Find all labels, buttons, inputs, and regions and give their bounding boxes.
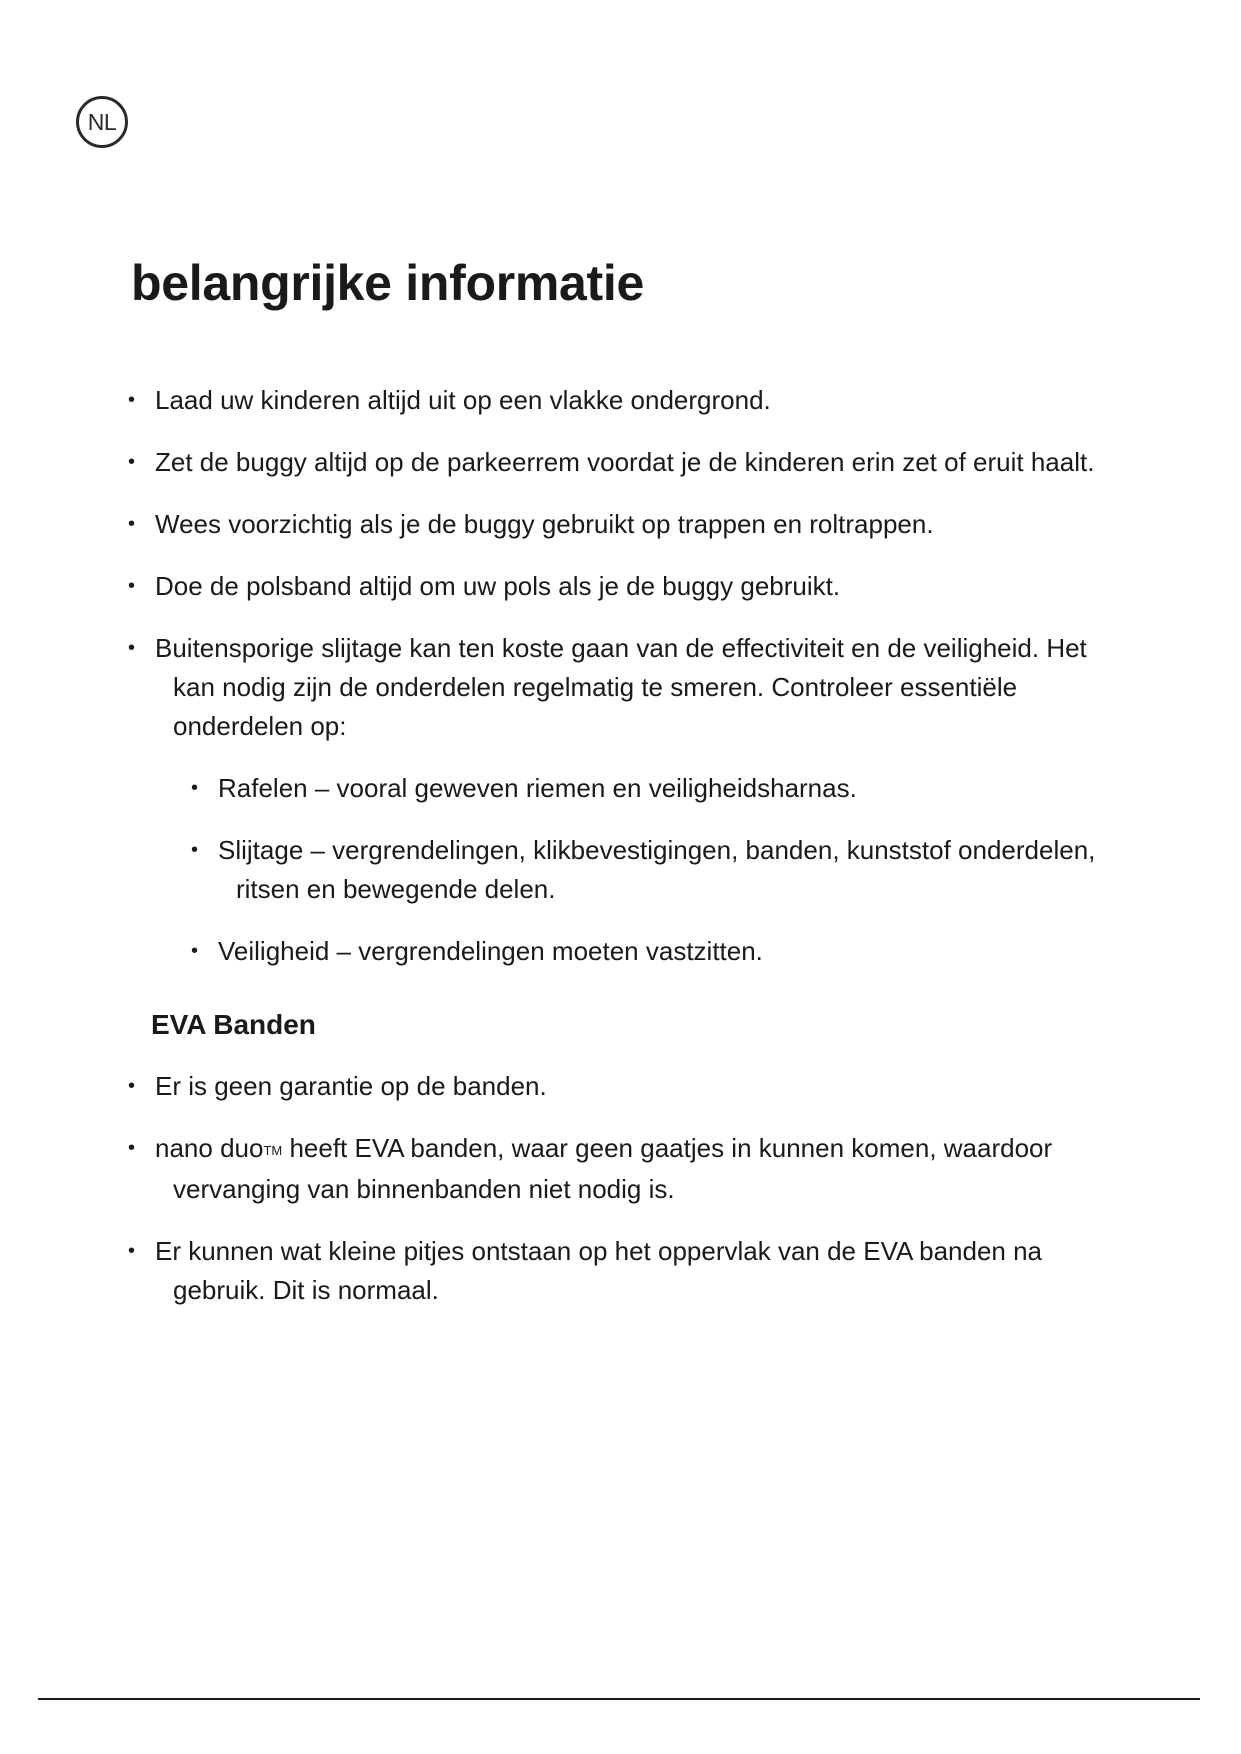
list-item-text: Wees voorzichtig als je de buggy gebruikt op trappen en roltrappen. bbox=[155, 509, 934, 539]
trademark-mark: TM bbox=[263, 1143, 283, 1158]
bullet-icon: • bbox=[128, 1075, 136, 1097]
eva-list bbox=[128, 1067, 1128, 1310]
list-item-text: Doe de polsband altijd om uw pols als je de buggy gebruikt. bbox=[155, 571, 841, 601]
list-item-text: Buitensporige slijtage kan ten koste gaan van de effectiviteit en de veiligheid. Het kan nodig zijn de onderdelen regelmatig te smeren. Controleer essentiële onderdelen op: bbox=[155, 633, 1087, 741]
page-title: belangrijke informatie bbox=[131, 255, 644, 311]
list-item bbox=[128, 1067, 1128, 1106]
list-item-text: Laad uw kinderen altijd uit op een vlakke ondergrond. bbox=[155, 385, 771, 415]
list-item-text bbox=[155, 1129, 1128, 1209]
list-item-text: Zet de buggy altijd op de parkeerrem voordat je de kinderen erin zet of eruit haalt. bbox=[155, 447, 1095, 477]
bullet-icon: • bbox=[128, 513, 136, 535]
list-item-text-rest: heeft EVA banden, waar geen gaatjes in kunnen komen, waardoor vervanging van binnenbanden niet nodig is. bbox=[173, 1133, 1053, 1204]
list-item-text: Er is geen garantie op de banden. bbox=[155, 1071, 547, 1101]
content bbox=[128, 381, 1128, 1333]
bullet-icon: • bbox=[128, 451, 136, 473]
inspection-sub-list bbox=[191, 769, 1128, 971]
section-heading-eva: EVA Banden bbox=[151, 1009, 316, 1040]
language-code: NL bbox=[87, 108, 117, 135]
list-item bbox=[128, 1129, 1128, 1209]
language-badge bbox=[76, 96, 128, 148]
list-item bbox=[128, 505, 1128, 544]
product-name: nano duo bbox=[155, 1133, 264, 1163]
bullet-icon: • bbox=[128, 1240, 136, 1262]
bullet-icon: • bbox=[128, 637, 136, 659]
important-info-list bbox=[128, 381, 1128, 971]
list-item bbox=[128, 567, 1128, 606]
bullet-icon: • bbox=[191, 777, 199, 799]
list-item bbox=[128, 1232, 1128, 1310]
sub-list-item-text: Rafelen – vooral geweven riemen en veiligheidsharnas. bbox=[218, 773, 857, 803]
sub-list-item bbox=[191, 831, 1128, 909]
sub-list-item bbox=[191, 932, 1128, 971]
footer-divider bbox=[38, 1698, 1200, 1700]
list-item bbox=[128, 381, 1128, 420]
sub-list-item-text: Slijtage – vergrendelingen, klikbevestigingen, banden, kunststof onderdelen, ritsen en bewegende delen. bbox=[218, 835, 1096, 904]
bullet-icon: • bbox=[128, 1137, 136, 1159]
list-item-text: Er kunnen wat kleine pitjes ontstaan op het oppervlak van de EVA banden na gebruik. Dit is normaal. bbox=[155, 1236, 1043, 1305]
bullet-icon: • bbox=[191, 940, 199, 962]
bullet-icon: • bbox=[128, 389, 136, 411]
bullet-icon: • bbox=[128, 575, 136, 597]
sub-list-item-text: Veiligheid – vergrendelingen moeten vastzitten. bbox=[218, 936, 763, 966]
list-item-wear bbox=[128, 629, 1128, 971]
list-item bbox=[128, 443, 1128, 482]
bullet-icon: • bbox=[191, 839, 199, 861]
sub-list-item bbox=[191, 769, 1128, 808]
